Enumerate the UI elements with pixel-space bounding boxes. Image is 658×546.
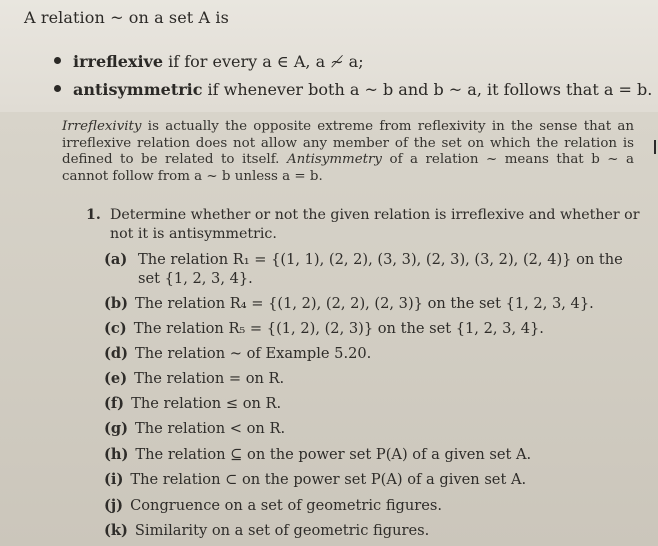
exercise-part-b [104,295,594,312]
part-text: The relation ⊆ on the power set P(A) of a given set A. [135,446,532,463]
part-label: (b) [104,295,129,312]
part-label: (d) [104,345,129,362]
definition-heading: A relation ~ on a set A is [24,8,229,27]
exercise-part-d [104,345,371,362]
exercise-part-e [104,370,284,387]
part-text: The relation = on R. [134,370,285,387]
part-text: The relation ⊂ on the power set P(A) of a given set A. [130,471,527,488]
exercise-number: 1. [86,207,101,223]
definition-antisymmetric [54,80,652,99]
definition-irreflexive [54,52,364,71]
part-label: (f) [104,395,125,412]
part-text: The relation ~ of Example 5.20. [135,345,372,362]
exercise-part-h [104,446,531,463]
exercise-part-i [104,471,526,488]
bullet-icon [54,85,61,92]
part-text: The relation < on R. [135,420,286,437]
part-label: (a) [104,251,128,268]
part-label: (i) [104,471,124,488]
definition-text: if whenever both a ~ b and b ~ a, it follows that a = b. [202,80,653,99]
exercise-part-g [104,420,285,437]
part-text: The relation R₄ = {(1, 2), (2, 2), (2, 3)} on the set {1, 2, 3, 4}. [135,295,594,312]
part-label: (g) [104,420,129,437]
exercise-prompt [86,206,646,244]
term-irreflexivity: Irreflexivity [62,119,142,134]
part-text: The relation R₅ = {(1, 2), (2, 3)} on the set {1, 2, 3, 4}. [133,320,544,337]
exercise-prompt-text: Determine whether or not the given relation is irreflexive and whether or not it is antisymmetric. [110,207,640,242]
paragraph-text: of a relation ~ means that b ~ a cannot follow from a ~ b unless a = b. [62,152,634,184]
part-text: Congruence on a set of geometric figures. [130,497,443,514]
term-irreflexive: irreflexive [73,52,164,71]
part-label: (h) [104,446,129,463]
definition-text: if for every a ∈ A, a ≁ a; [163,52,364,71]
exercise-part-k [104,522,429,539]
paragraph-text: is actually the opposite extreme from reflexivity in the sense that an irreflexive relation does not allow any member of the set on which the relation is defined to be related to itself. [62,119,634,168]
bullet-icon [54,57,61,64]
part-text: Similarity on a set of geometric figures. [134,522,430,539]
part-label: (e) [104,370,128,387]
exercise-part-f [104,395,281,412]
exercise-part-j [104,497,442,514]
part-label: (k) [104,522,128,539]
part-text: The relation ≤ on R. [131,395,282,412]
exercise-part-c [104,320,544,337]
part-label: (j) [104,497,124,514]
part-text: The relation R₁ = {(1, 1), (2, 2), (3, 3), (2, 3), (3, 2), (2, 4)} on the set {1, 2, 3, 4}. [138,251,623,287]
part-label: (c) [104,320,127,337]
margin-mark [654,140,656,154]
term-antisymmetric: antisymmetric [73,80,203,99]
explanation-paragraph [62,119,634,185]
exercise-part-a [104,250,634,288]
term-antisymmetry: Antisymmetry [286,152,382,168]
